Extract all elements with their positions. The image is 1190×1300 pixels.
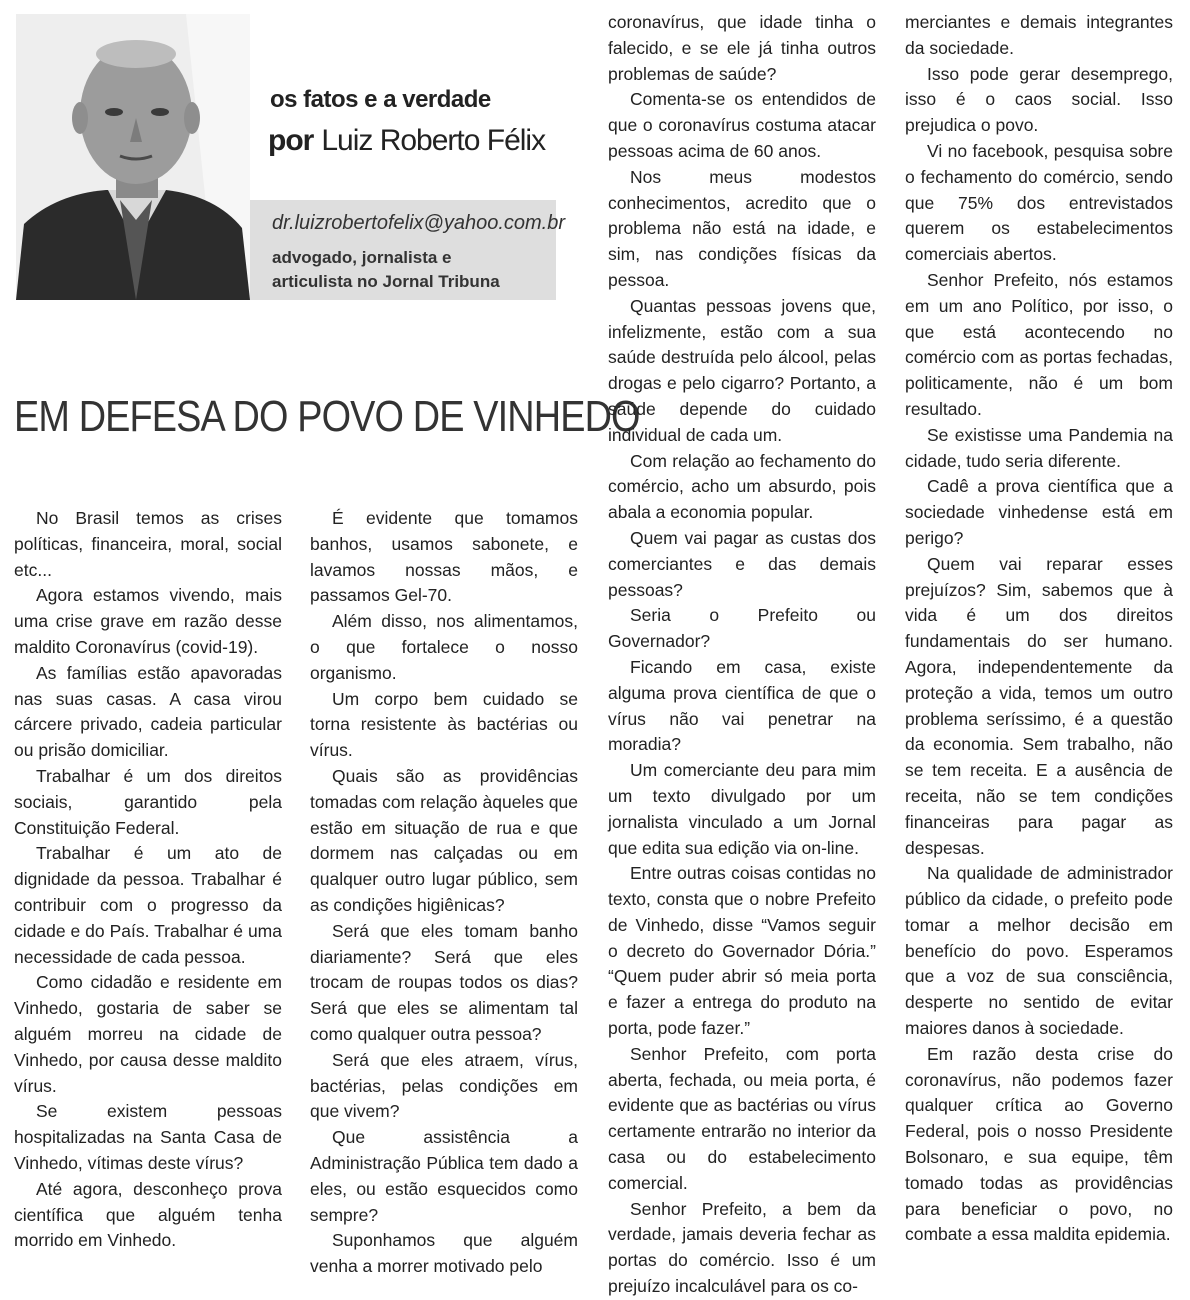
paragraph: Um comerciante deu para mim um texto divulgado por um jornalista vinculado a um Jornal que edita sua edição via on-line. (608, 760, 876, 858)
paragraph: Que assistência a Administração Pública tem dado a eles, ou estão esquecidos como sempre? (310, 1127, 578, 1225)
article-column-4 (905, 10, 1173, 1248)
article-headline: EM DEFESA DO POVO DE VINHEDO (14, 392, 640, 441)
paragraph: Quem vai pagar as custas dos comerciantes e das demais pessoas? (608, 527, 876, 600)
article-column-2 (310, 506, 578, 1280)
author-role-line-1: advogado, jornalista e (272, 248, 452, 267)
paragraph: Além disso, nos alimentamos, o que fortalece o nosso organismo. (310, 611, 578, 683)
paragraph: Ficando em casa, existe alguma prova científica de que o vírus não vai penetrar na moradia? (608, 656, 876, 755)
paragraph: Quem vai reparar esses prejuízos? Sim, sabemos que à vida é um dos direitos fundamentais do ser humano. Agora, independentemente da proteção a vida, temos um outro problema seríssimo, é a questão da economia. Sem trabalho, não se tem receita. E a ausência de receita, não se tem condições financeiras para pagar as despesas. (905, 553, 1173, 858)
paragraph: Agora estamos vivendo, mais uma crise grave em razão desse maldito Coronavírus (covid-19). (14, 585, 282, 657)
paragraph: Quais são as providências tomadas com relação àqueles que estão em situação de rua e que dormem nas calçadas ou em qualquer outro lugar público, sem as condições higiênicas? (310, 765, 578, 915)
paragraph: Senhor Prefeito, a bem da verdade, jamais deveria fechar as portas do comércio. Isso é um prejuízo incalculável para os co- (608, 1198, 876, 1297)
author-email: dr.luizrobertofelix@yahoo.com.br (272, 212, 566, 234)
paragraph: Entre outras coisas contidas no texto, consta que o nobre Prefeito de Vinhedo, disse “Vamos seguir o decreto do Governador Dória.” “Quem puder abrir só meia porta e fazer a entrega do produto na porta, pode fazer.” (608, 863, 876, 1039)
paragraph: Seria o Prefeito ou Governador? (608, 605, 876, 652)
paragraph: Se existisse uma Pandemia na cidade, tudo seria diferente. (905, 424, 1173, 471)
paragraph-continued: coronavírus, que idade tinha o falecido, e se ele já tinha outros problemas de saúde? (608, 12, 876, 84)
paragraph: Suponhamos que alguém venha a morrer motivado pelo (310, 1230, 578, 1277)
article-column-1 (14, 506, 282, 1254)
paragraph: Isso pode gerar desemprego, isso é o caos social. Isso prejudica o povo. (905, 63, 1173, 136)
paragraph: Até agora, desconheço prova científica que alguém tenha morrido em Vinhedo. (14, 1178, 282, 1251)
paragraph: Comenta-se os entendidos de que o coronavírus costuma atacar pessoas acima de 60 anos. (608, 89, 876, 161)
author-role-line-2: articulista no Jornal Tribuna (272, 272, 500, 291)
paragraph: Com relação ao fechamento do comércio, acho um absurdo, pois abala a economia popular. (608, 450, 876, 523)
paragraph: Se existem pessoas hospitalizadas na Santa Casa de Vinhedo, vítimas deste vírus? (14, 1101, 282, 1173)
paragraph: Na qualidade de administrador público da cidade, o prefeito pode tomar a melhor decisão em benefício do povo. Esperamos que a voz de sua consciência, desperte no sentido de evitar maiores danos à sociedade. (905, 863, 1173, 1039)
paragraph: Como cidadão e residente em Vinhedo, gostaria de saber se alguém morreu na cidade de Vinhedo, por causa desse maldito vírus. (14, 972, 282, 1096)
paragraph: Será que eles tomam banho diariamente? Será que eles trocam de roupas todos os dias? Será que eles se alimentam tal como qualquer outra pessoa? (310, 920, 578, 1044)
byline-por: por (268, 124, 314, 157)
paragraph: Senhor Prefeito, nós estamos em um ano Político, por isso, o que está acontecendo no comércio com as portas fechadas, politicamente, não é um bom resultado. (905, 269, 1173, 419)
byline (268, 124, 545, 158)
paragraph: Será que eles atraem, vírus, bactérias, pelas condições em que vivem? (310, 1049, 578, 1122)
paragraph-continued: merciantes e demais integrantes da sociedade. (905, 12, 1173, 58)
author-role (272, 246, 552, 294)
column-kicker: os fatos e a verdade (270, 86, 491, 113)
paragraph: Quantas pessoas jovens que, infelizmente, estão com a sua saúde destruída pelo álcool, pelas drogas e pelo cigarro? Portanto, a saúde depende do cuidado individual de cada um. (608, 295, 876, 445)
paragraph: As famílias estão apavoradas nas suas casas. A casa virou cárcere privado, cadeia particular ou prisão domiciliar. (14, 662, 282, 761)
paragraph: Cadê a prova científica que a sociedade vinhedense está em perigo? (905, 476, 1173, 548)
article-column-3 (608, 10, 876, 1300)
author-photo (16, 14, 250, 300)
author-name: Luiz Roberto Félix (321, 124, 546, 157)
paragraph: Trabalhar é um ato de dignidade da pessoa. Trabalhar é contribuir com o progresso da cidade e do País. Trabalhar é uma necessidade de cada pessoa. (14, 843, 282, 967)
author-portrait-illustration (16, 14, 250, 300)
paragraph: Um corpo bem cuidado se torna resistente às bactérias ou vírus. (310, 688, 578, 761)
paragraph: É evidente que tomamos banhos, usamos sabonete, e lavamos nossas mãos, e passamos Gel-70. (310, 508, 578, 606)
paragraph: Em razão desta crise do coronavírus, não podemos fazer qualquer crítica ao Governo Federal, pois o nosso Presidente Bolsonaro, e sua equipe, têm tomado todas as providências para beneficiar o povo, no combate a essa maldita epidemia. (905, 1043, 1173, 1245)
paragraph: No Brasil temos as crises políticas, financeira, moral, social etc... (14, 508, 282, 580)
paragraph: Vi no facebook, pesquisa sobre o fechamento do comércio, sendo que 75% dos entrevistados querem os estabelecimentos comerciais abertos. (905, 140, 1173, 265)
paragraph: Senhor Prefeito, com porta aberta, fechada, ou meia porta, é evidente que as bactérias ou vírus certamente entrarão no interior da casa ou do estabelecimento comercial. (608, 1043, 876, 1193)
paragraph: Nos meus modestos conhecimentos, acredito que o problema não está na idade, e sim, nas condições físicas da pessoa. (608, 166, 876, 290)
paragraph: Trabalhar é um dos direitos sociais, garantido pela Constituição Federal. (14, 765, 282, 838)
